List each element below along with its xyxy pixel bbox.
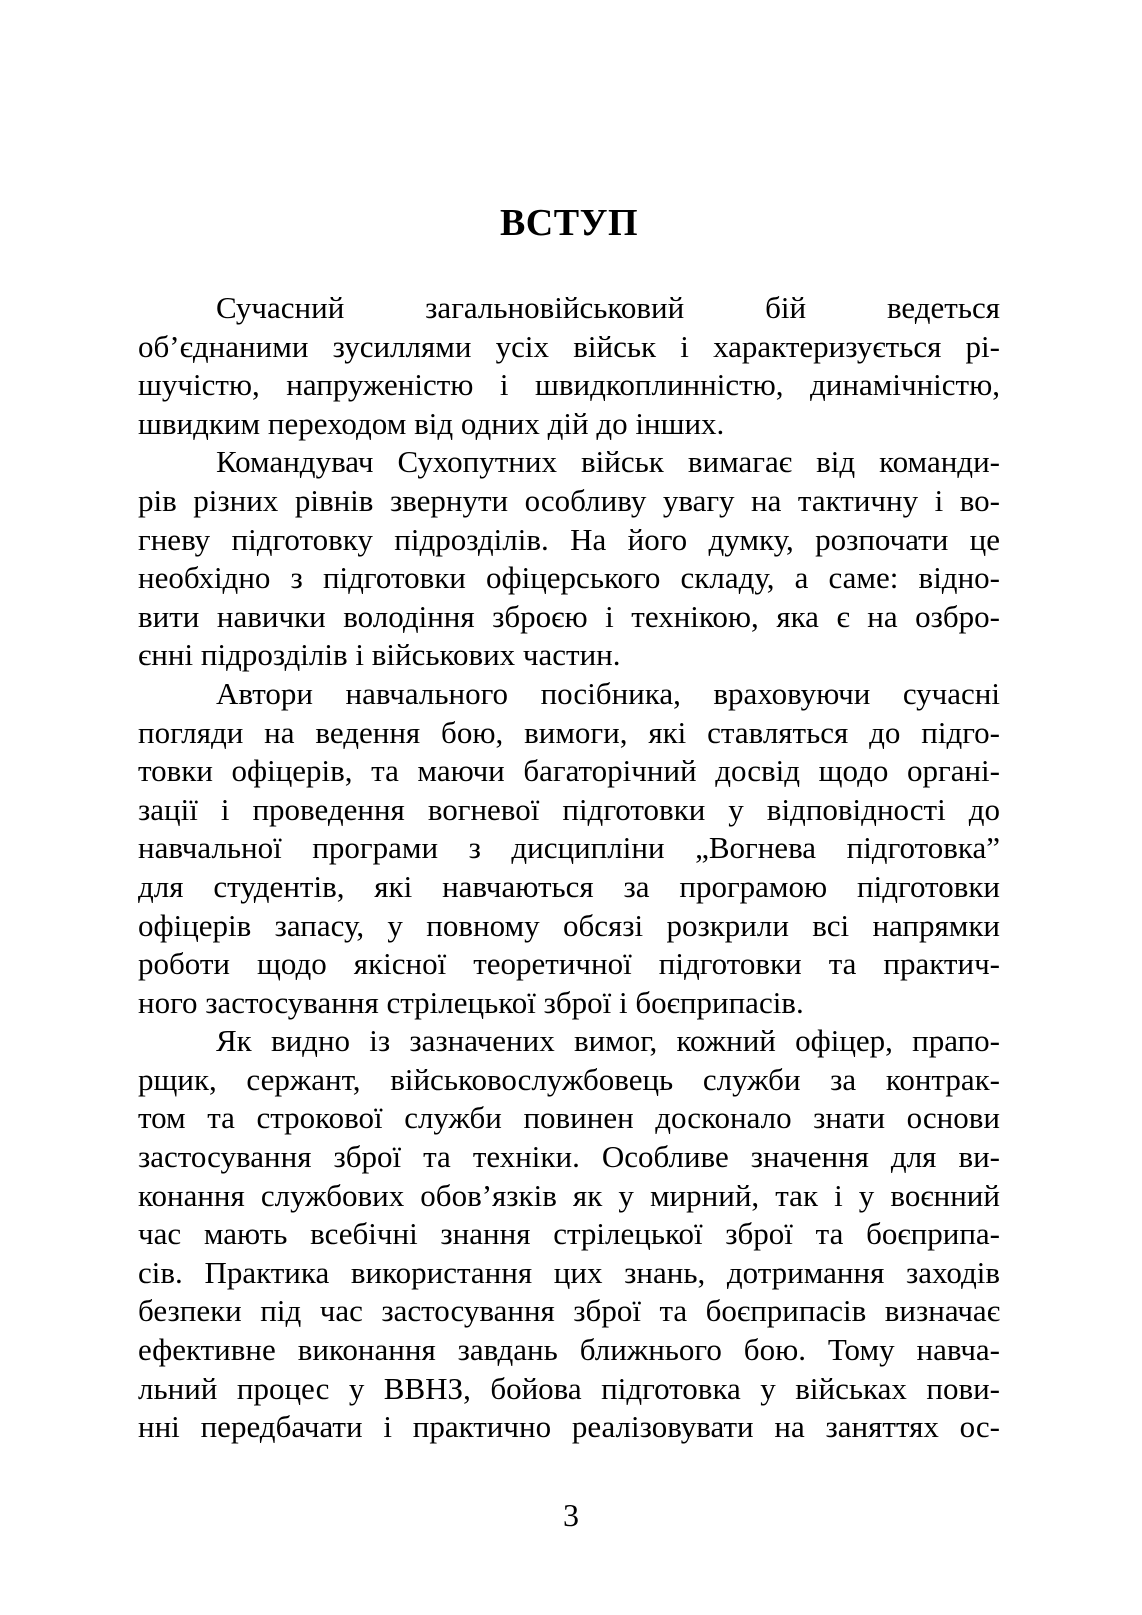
text-line: нні передбачати і практично реалізовувати на заняттях ос- [138,1409,1000,1445]
paragraph [138,443,1000,675]
text-line: вити навички володіння зброєю і технікою, яка є на озбро- [138,598,1000,634]
text-line: ефективне виконання завдань ближнього бою. Тому навча- [138,1332,1000,1368]
text-line: товки офіцерів, та маючи багаторічний досвід щодо органі- [138,753,1000,789]
text-line: шучістю, напруженістю і швидкоплинністю, динамічністю, [138,367,1000,403]
paragraph [138,675,1000,1022]
body-text [138,289,1000,1447]
text-line: Сучасний загальновійськовий бій ведеться [216,290,1000,325]
text-line: зації і проведення вогневої підготовки у відповідності до [138,791,1000,827]
text-line: рщик, сержант, військовослужбовець служби за контрак- [138,1061,1000,1097]
text-line: офіцерів запасу, у повному обсязі розкрили всі напрямки [138,907,1000,943]
text-line: швидким переходом від одних дій до інших. [138,405,725,441]
text-line: єнні підрозділів і військових частин. [138,637,621,673]
page-title: ВСТУП [499,202,639,244]
text-line: том та строкової служби повинен досконало знати основи [138,1100,1000,1136]
text-line: Як видно із зазначених вимог, кожний офіцер, прапо- [216,1023,1000,1059]
paragraph [138,1022,1000,1447]
text-block [138,0,1000,1447]
text-line: Командувач Сухопутних військ вимагає від команди- [216,444,1000,480]
text-line: рів різних рівнів звернути особливу увагу на тактичну і во- [138,482,1000,518]
text-line: необхідно з підготовки офіцерського складу, а саме: відно- [138,560,1000,596]
text-line: об’єднаними зусиллями усіх військ і характеризується рі- [138,328,1000,364]
text-line: час мають всебічні знання стрілецької зброї та боєприпа- [138,1216,1000,1252]
text-line: ного застосування стрілецької зброї і боєприпасів. [138,984,804,1020]
text-line: погляди на ведення бою, вимоги, які ставляться до підго- [138,714,1000,750]
text-line: роботи щодо якісної теоретичної підготовки та практич- [138,946,1000,982]
page-number: 3 [563,1497,579,1533]
text-line: гневу підготовку підрозділів. На його думку, розпочати це [138,521,1000,557]
text-line: Автори навчального посібника, враховуючи сучасні [216,675,1000,711]
paragraph [138,289,1000,443]
text-line: для студентів, які навчаються за програмою підготовки [138,868,1000,904]
text-line: застосування зброї та техніки. Особливе значення для ви- [138,1139,1000,1175]
text-line: конання службових обов’язків як у мирний, так і у воєнний [138,1177,1000,1213]
text-line: навчальної програми з дисципліни „Вогнева підготовка” [138,830,1000,866]
text-line: сів. Практика використання цих знань, дотримання заходів [138,1254,1000,1290]
text-line: льний процес у ВВНЗ, бойова підготовка у військах пови- [138,1370,1000,1406]
text-line: безпеки під час застосування зброї та боєприпасів визначає [138,1293,1000,1329]
